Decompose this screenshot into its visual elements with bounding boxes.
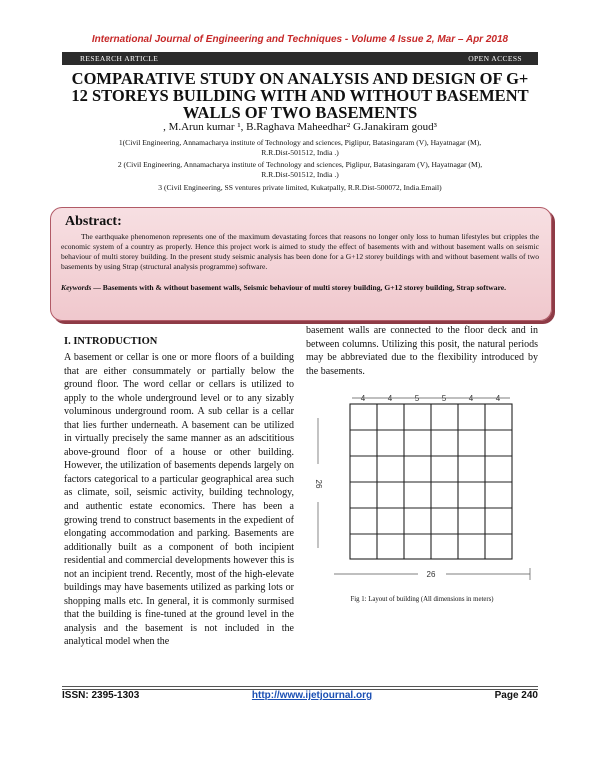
page-number: Page 240 [494,690,538,701]
abstract-text: The earthquake phenomenon represents one of the maximum devastating forces that reasons no longer only loss to human lifestyles but cripples the economic system of a country as properly. Hence this project work is aimed to study the effect of basements with and without basement walls on seismic behaviour of multi storey building. In the present study seismic analysis has been done for a G+12 storey buildings with and without basement walls of two basements by using Strap (structural analysis programme) software. [61,232,539,271]
keywords-text: — Basements with & without basement walls, Seismic behaviour of multi storey building, G+12 storey building, Strap software. [91,283,507,292]
affiliation-1-cont: R.R.Dist-501512, India .) [261,148,339,157]
abstract-heading: Abstract: [65,214,122,229]
keywords-label: Keywords [61,283,92,292]
grid [350,404,512,559]
keywords [61,283,539,293]
journal-link[interactable]: http://www.ijetjournal.org [251,690,373,701]
dim-top-1: 4 [360,394,366,403]
abstract-box [50,207,552,321]
article-bar [62,52,538,65]
section-heading: I. INTRODUCTION [64,336,158,347]
figure-caption: Fig 1: Layout of building (All dimensions in meters) [350,596,494,603]
dim-side: 26 [314,479,323,489]
affiliation-1: 1(Civil Engineering, Annamacharya institute of Technology and sciences, Piglipur, Batasingaram (V), Hayatnagar (M), [118,138,482,147]
intro-column-1: A basement or cellar is one or more floors of a building that are either consummately or partially below the ground floor. The word cellar or cellars is utilized to apply to the whole underground level or to any sizably voluminous underground room. A sub cellar is a cellar that lies further underneath. A basement can be utilized in virtually precisely the same manner as an adscititious above-ground floor of a house or other building. However, the utilization of basements depends largely on factors categorical to a particular geographical area such as climate, soil, seismic activity, building technology, and authentic estate economics. There has been a growing trend to construct basements in the expedient of elongating accommodation and parking. Basements are additionally built as a component of both incipient residential and commercial developments however this is not an incipient trend. Recently, most of the high-elevate buildings may have basements utilized as parking lots or shopping malls etc. In general, it is commonly surmised that the building is fine-tuned at the ground level in the analysis and the basement is not included in the analytical model when the [64,352,294,648]
dim-top-6: 4 [495,394,501,403]
title-line-1: COMPARATIVE STUDY ON ANALYSIS AND DESIGN OF G+ [71,69,529,88]
authors: , M.Arun kumar ¹, B.Raghava Maheedhar² G.Janakiram goud³ [163,121,437,133]
footer-divider [62,686,538,687]
dim-top-3: 5 [414,394,420,403]
title-line-3: WALLS OF TWO BASEMENTS [182,103,418,122]
affiliation-2: 2 (Civil Engineering, Annamacharya institute of Technology and sciences, Piglipur, Batasingaram (V), Hayatnagar (M), [117,160,483,169]
dim-bottom: 26 [426,570,436,579]
intro-column-2: basement walls are connected to the floor deck and in between columns. Utilizing this posit, the natural periods may be abbreviated due to the flexibility introduced by the basements. [306,325,538,377]
issn: ISSN: 2395-1303 [62,690,140,701]
access-label: OPEN ACCESS [468,54,522,63]
affiliation-3: 3 (Civil Engineering, SS ventures private limited, Kukatpally, R.R.Dist-500072, India.Email) [158,183,442,192]
paper-title [40,70,560,121]
article-type: RESEARCH ARTICLE [80,54,159,63]
dim-top-5: 4 [468,394,474,403]
affiliation-2-cont: R.R.Dist-501512, India .) [261,170,339,179]
dim-top-2: 4 [387,394,393,403]
title-line-2: 12 STOREYS BUILDING WITH AND WITHOUT BASEMENT [71,86,529,105]
dim-top-4: 5 [441,394,447,403]
building-layout-figure [306,392,538,592]
journal-header: International Journal of Engineering and Techniques - Volume 4 Issue 2, Mar – Apr 2018 [91,34,509,45]
